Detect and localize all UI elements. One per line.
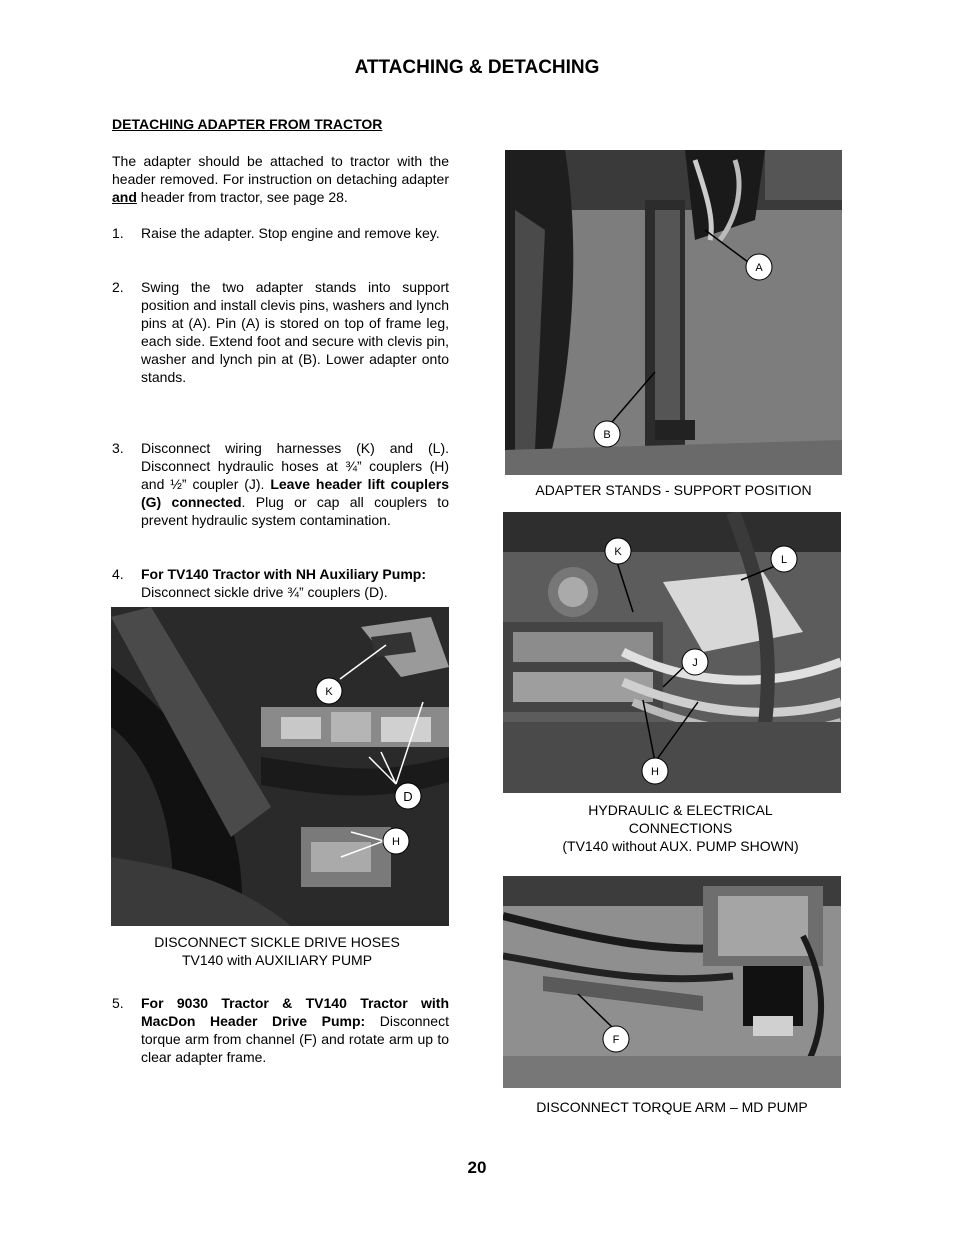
callout-k: K [325,686,333,698]
callout-b: B [603,429,611,441]
step-number: 2. [112,279,124,295]
step-plain-text: Disconnect sickle drive ¾” couplers (D). [141,584,388,600]
step-number: 1. [112,225,124,241]
section-heading: DETACHING ADAPTER FROM TRACTOR [112,116,383,132]
intro-text-1: The adapter should be attached to tractor with the header removed. For instruction on detaching adapter [112,153,449,187]
hydraulic-connections-photo [503,512,841,793]
page-number: 20 [467,1158,487,1177]
hydraulic-caption [503,801,858,855]
sickle-caption [111,933,443,969]
caption-line: TV140 with AUXILIARY PUMP [181,952,373,968]
callout-k: K [614,546,622,558]
step-plain-text: Disconnect torque arm from channel (F) and rotate arm up to clear adapter frame. [141,1013,449,1065]
step-text-b: . Plug or cap all couplers to prevent hydraulic system contamination. [141,494,449,528]
callout-f: F [612,1034,620,1046]
sickle-drive-photo [111,607,449,926]
torque-caption: DISCONNECT TORQUE ARM – MD PUMP [536,1099,808,1115]
caption-line: (TV140 without AUX. PUMP SHOWN) [562,838,799,854]
step-text: Swing the two adapter stands into support position and install clevis pins, washers and lynch pins at (A). Pin (A) is stored on top of frame leg, each side. Extend foot and secure with clevis pin, washer and lynch pin at (B). Lower adapter onto stands. [141,279,449,385]
step-4 [112,565,449,601]
step-text: Raise the adapter. Stop engine and remove key. [141,225,440,241]
step-5 [112,994,449,1066]
adapter-stands-photo [505,150,842,475]
step-bold-text: Leave header lift couplers (G) connected [141,476,450,510]
caption-line: HYDRAULIC & ELECTRICAL [588,802,773,818]
step-number: 4. [112,566,124,582]
step-text [141,565,449,601]
step-text [141,994,449,1066]
step-text-a: Disconnect wiring harnesses (K) and (L). Disconnect hydraulic hoses at ¾” couplers (H) and ½” coupler (J). [141,440,449,492]
page-title: ATTACHING & DETACHING [354,57,600,78]
stands-caption: ADAPTER STANDS - SUPPORT POSITION [535,482,812,498]
step-1 [112,224,449,242]
step-bold-text: For TV140 Tractor with NH Auxiliary Pump: [141,566,426,582]
callout-h: H [392,836,400,848]
callout-d: D [403,789,413,804]
callout-l: L [780,554,788,566]
intro-paragraph [112,152,449,206]
callout-h: H [651,766,659,778]
callout-j: J [692,657,698,669]
step-number: 5. [112,995,124,1011]
caption-line: DISCONNECT SICKLE DRIVE HOSES [154,934,400,950]
torque-arm-photo [503,876,841,1088]
callout-a: A [755,262,763,274]
step-number: 3. [112,440,124,456]
step-bold-text: For 9030 Tractor & TV140 Tractor with MacDon Header Drive Pump: [141,995,449,1029]
step-3 [112,439,449,529]
caption-line: CONNECTIONS [628,820,733,836]
intro-emphasis: and [112,189,137,205]
step-2 [112,278,449,386]
intro-text-2: header from tractor, see page 28. [136,189,348,205]
step-text [141,439,449,529]
